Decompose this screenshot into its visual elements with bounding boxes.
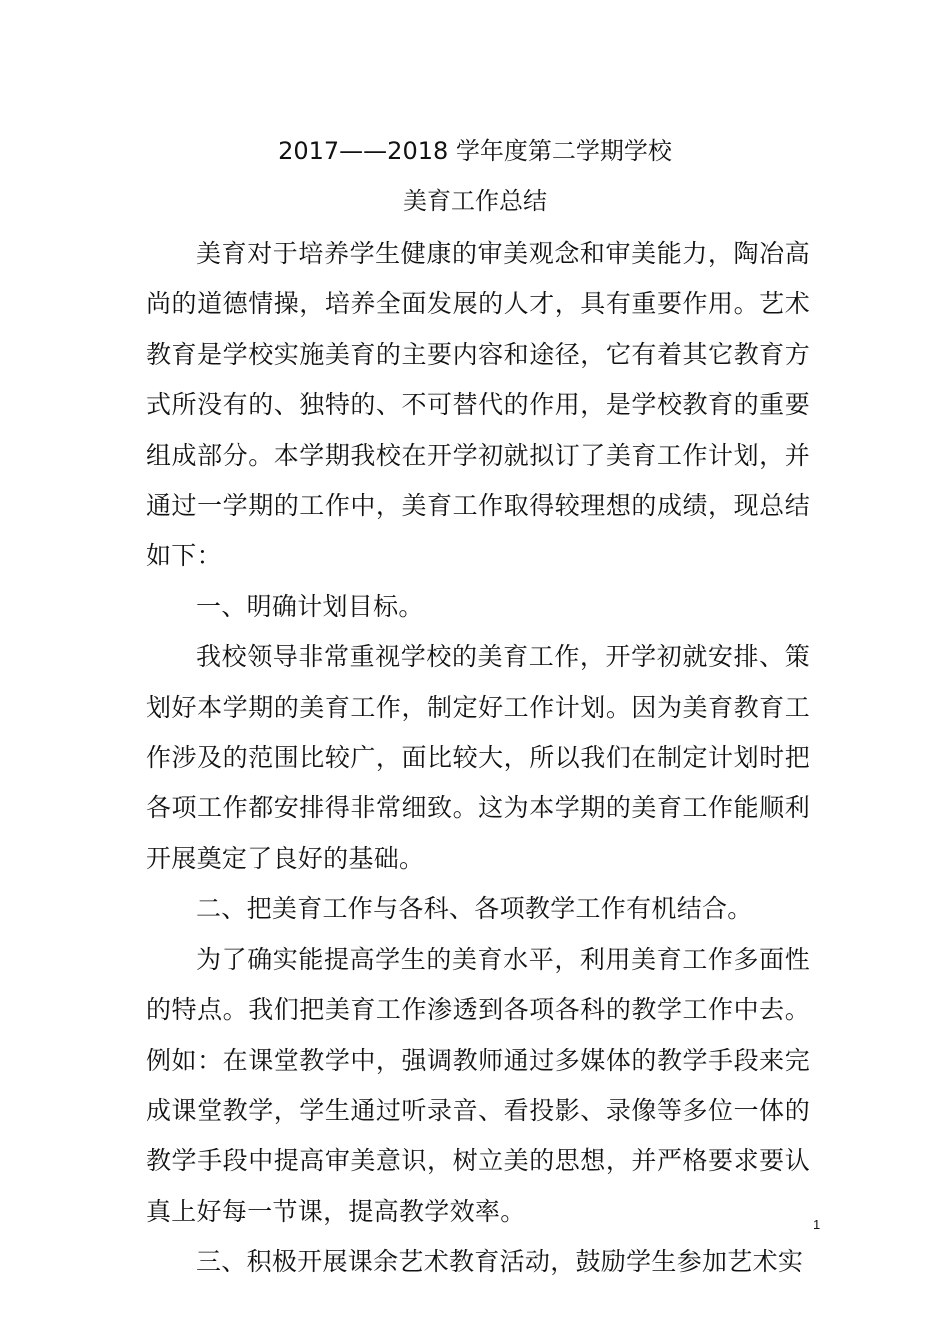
page-number: 1 — [813, 1217, 821, 1232]
document-title-line-1: 2017——2018 学年度第二学期学校 — [278, 137, 672, 165]
paragraph-section-1: 我校领导非常重视学校的美育工作，开学初就安排、策划好本学期的美育工作，制定好工作计划。因为美育教育工作涉及的范围比较广，面比较大，所以我们在制定计划时把各项工作都安排得非常细致。这为本学期的美育工作能顺利开展奠定了良好的基础。 — [146, 642, 810, 873]
section-heading-3: 三、积极开展课余艺术教育活动，鼓励学生参加艺术实 — [196, 1247, 804, 1277]
section-heading-2: 二、把美育工作与各科、各项教学工作有机结合。 — [196, 894, 753, 924]
document-body — [146, 229, 810, 1288]
paragraph-section-2: 为了确实能提高学生的美育水平，利用美育工作多面性的特点。我们把美育工作渗透到各项各科的教学工作中去。例如：在课堂教学中，强调教师通过多媒体的教学手段来完成课堂教学，学生通过听录音、看投影、录像等多位一体的教学手段中提高审美意识，树立美的思想，并严格要求要认真上好每一节课，提高教学效率。 — [146, 944, 810, 1226]
section-heading-1: 一、明确计划目标。 — [196, 591, 424, 621]
document-title-line-2: 美育工作总结 — [403, 187, 547, 215]
paragraph-intro: 美育对于培养学生健康的审美观念和审美能力，陶冶高尚的道德情操，培养全面发展的人才，具有重要作用。艺术教育是学校实施美育的主要内容和途径，它有着其它教育方式所没有的、独特的、不可替代的作用，是学校教育的重要组成部分。本学期我校在开学初就拟订了美育工作计划，并通过一学期的工作中，美育工作取得较理想的成绩，现总结如下： — [146, 239, 810, 571]
